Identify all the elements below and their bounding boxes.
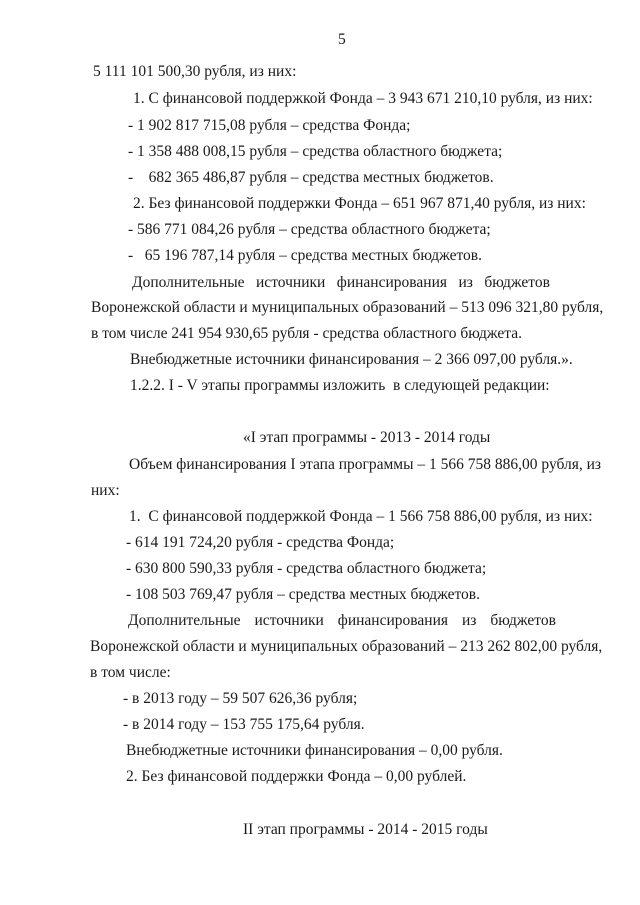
word: Дополнительные: [132, 274, 245, 291]
word: источники: [256, 274, 326, 291]
text-line: 1. С финансовой поддержкой Фонда – 1 566 758 886,00 рубля, из них:: [129, 508, 593, 525]
text-line: Внебюджетные источники финансирования – 2 366 097,00 рубля.».: [130, 351, 573, 368]
text-line: - 682 365 486,87 рубля – средства местных бюджетов.: [128, 169, 494, 186]
word: из: [458, 274, 473, 291]
text-line: 1. С финансовой поддержкой Фонда – 3 943 671 210,10 рубля, из них:: [133, 90, 593, 107]
text-line: в том числе:: [90, 664, 171, 681]
word: из: [461, 612, 477, 629]
text-line: 5 111 101 500,30 рубля, из них:: [93, 63, 297, 80]
text-line: 2. Без финансовой поддержки Фонда – 651 967 871,40 рубля, из них:: [133, 195, 586, 212]
word: бюджетов: [490, 612, 556, 629]
word: бюджетов: [484, 274, 550, 291]
text-line: - 65 196 787,14 рубля – средства местных бюджетов.: [128, 247, 482, 264]
section-heading: «I этап программы - 2013 - 2014 годы: [243, 429, 491, 446]
text-line: них:: [91, 482, 120, 499]
text-line: Внебюджетные источники финансирования – 0,00 рубля.: [126, 742, 503, 759]
word: финансирования: [337, 612, 448, 629]
word: финансирования: [336, 274, 447, 291]
text-line: - 1 358 488 008,15 рубля – средства областного бюджета;: [128, 143, 503, 160]
text-line: - 614 191 724,20 рубля - средства Фонда;: [126, 534, 395, 551]
section-heading: II этап программы - 2014 - 2015 годы: [243, 821, 488, 838]
text-line: 2. Без финансовой поддержки Фонда – 0,00 рублей.: [126, 768, 467, 785]
text-line: - в 2014 году – 153 755 175,64 рубля.: [123, 716, 365, 733]
text-line: - 108 503 769,47 рубля – средства местных бюджетов.: [126, 586, 480, 603]
page-number: 5: [338, 31, 346, 48]
text-line: - 630 800 590,33 рубля - средства областного бюджета;: [126, 560, 487, 577]
justified-line: [128, 611, 556, 631]
text-line: - 586 771 084,26 рубля – средства областного бюджета;: [128, 221, 491, 238]
text-line: 1.2.2. I - V этапы программы изложить в следующей редакции:: [130, 377, 550, 394]
word: Дополнительные: [128, 612, 241, 629]
justified-line: [132, 273, 550, 293]
text-line: Объем финансирования I этапа программы – 1 566 758 886,00 рубля, из: [129, 456, 602, 473]
text-line: Воронежской области и муниципальных образований – 513 096 321,80 рубля,: [91, 299, 604, 316]
text-line: Воронежской области и муниципальных образований – 213 262 802,00 рубля,: [90, 638, 603, 655]
word: источники: [254, 612, 324, 629]
text-line: в том числе 241 954 930,65 рубля - средства областного бюджета.: [91, 325, 523, 342]
text-line: - в 2013 году – 59 507 626,36 рубля;: [123, 690, 358, 707]
text-line: - 1 902 817 715,08 рубля – средства Фонда;: [128, 117, 411, 134]
